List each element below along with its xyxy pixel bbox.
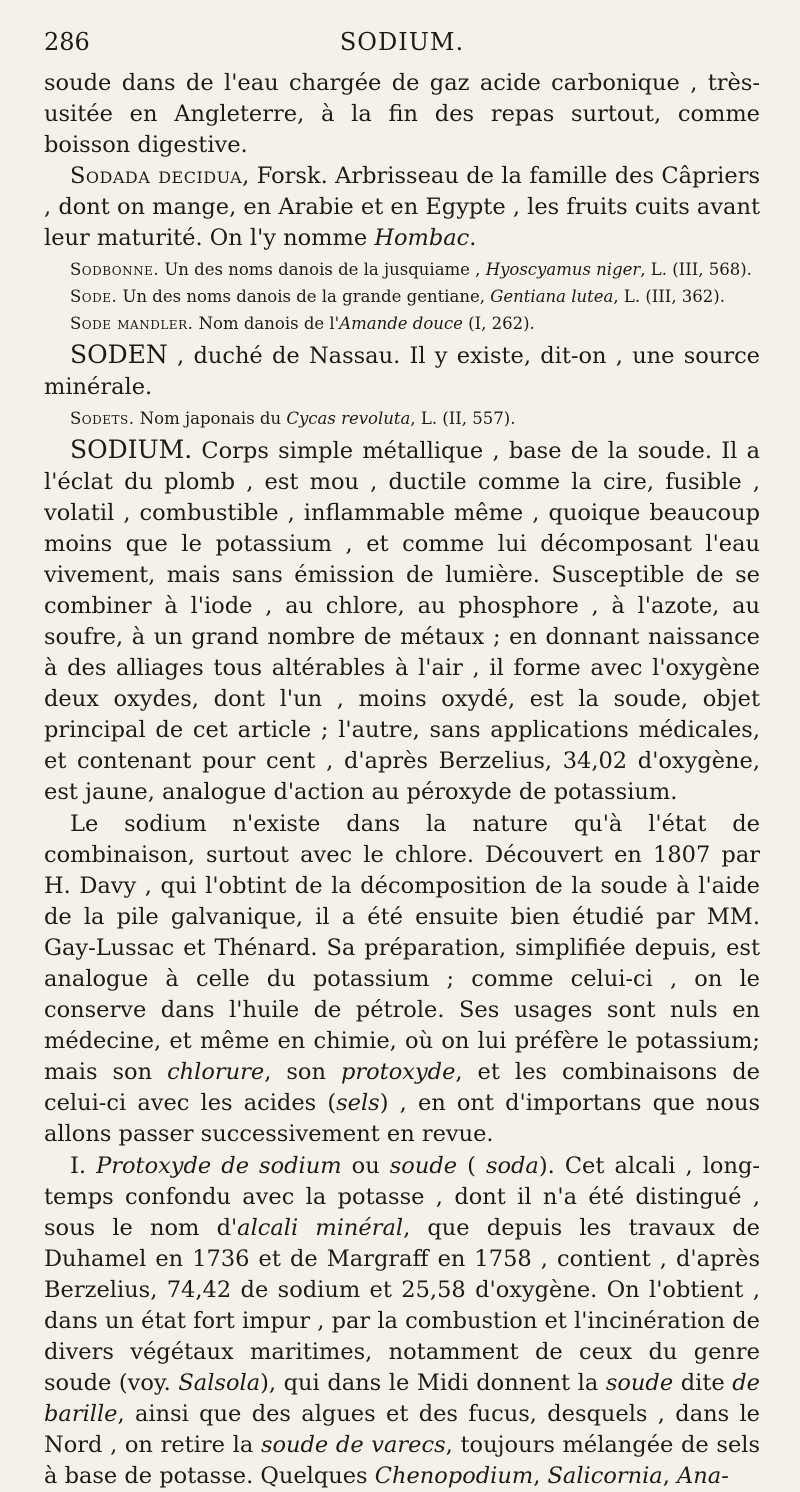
running-head: SODIUM. — [339, 28, 465, 56]
entry-term: Sodada decidua — [70, 163, 243, 189]
intro-paragraph: soude dans de l'eau chargée de gaz acide carbonique , très-usitée en Angleterre, à la fin des repas surtout, comme boisson digestive. — [44, 70, 760, 158]
page-header — [44, 28, 760, 68]
entry-title: SODIUM. — [70, 435, 193, 464]
paragraph-nature: Le sodium n'existe dans la nature qu'à l'état de combinaison, surtout avec le chlore. Découvert en 1807 par H. Davy , qui l'obtint de la décomposition de la soude à l'aide de la pile galvanique, il a été ensuite bien étudié par MM. Gay-Lussac et Thénard. Sa préparation, simplifiée depuis, est analogue à celle du potassium ; comme celui-ci , on le conserve dans l'huile de pétrole. Ses usages sont nuls en médecine, et même en chimie, où on lui préfère le potassium; mais son chlorure, son protoxyde, et les combinaisons de celui-ci avec les acides (sels) , en ont d'importans que nous allons passer successivement en revue. — [44, 811, 760, 1147]
entry-sodets: Sodets. Nom japonais du Cycas revoluta, L. (II, 557). — [70, 409, 516, 428]
entry-sodada: Sodada decidua, Forsk. Arbrisseau de la famille des Câpriers , dont on mange, en Arabie et en Egypte , les fruits cuits avant leur maturité. On l'y nomme Hombac. — [44, 163, 760, 251]
entry-title: SODEN — [70, 340, 168, 369]
entry-sodbonne: Sodbonne. Un des noms danois de la jusquiame , Hyoscyamus niger, L. (III, 568). — [70, 260, 752, 279]
entry-soden: SODEN , duché de Nassau. Il y existe, dit-on , une source minérale. — [44, 340, 760, 400]
page-number: 286 — [44, 28, 90, 56]
entry-sode-mandler: Sode mandler. Nom danois de l'Amande douce (I, 262). — [70, 314, 535, 333]
paragraph-protoxyde: I. Protoxyde de sodium ou soude ( soda). Cet alcali , long-temps confondu avec la potasse , dont il n'a été distingué , sous le nom d'alcali minéral, que depuis les travaux de Duhamel en 1736 et de Margraff en 1758 , contient , d'après Berzelius, 74,42 de sodium et 25,58 d'oxygène. On l'obtient , dans un état fort impur , par la combustion et l'incinération de divers végétaux maritimes, notamment de ceux du genre soude (voy. Salsola), qui dans le Midi donnent la soude dite de barille, ainsi que des algues et des fucus, desquels , dans le Nord , on retire la soude de varecs, toujours mélangée de sels à base de potasse. Quelques Chenopodium, Salicornia, Ana- — [44, 1153, 761, 1489]
entry-sode: Sode. Un des noms danois de la grande gentiane, Gentiana lutea, L. (III, 362). — [70, 287, 725, 306]
entry-sodium: SODIUM. Corps simple métallique , base de la soude. Il a l'éclat du plomb , est mou , ductile comme la cire, fusible , volatil , combustible , inflammable même , quoique beaucoup moins que le potassium , et comme lui décomposant l'eau vivement, mais sans émission de lumière. Susceptible de se combiner à l'iode , au chlore, au phosphore , à l'azote, au soufre, à un grand nombre de métaux ; en donnant naissance à des alliages tous altérables à l'air , il forme avec l'oxygène deux oxydes, dont l'un , moins oxydé, est la soude, objet principal de cet article ; l'autre, sans applications médicales, et contenant pour cent , d'après Berzelius, 34,02 d'oxygène, est jaune, analogue d'action au péroxyde de potassium. — [44, 435, 760, 805]
small-entries — [44, 256, 760, 337]
